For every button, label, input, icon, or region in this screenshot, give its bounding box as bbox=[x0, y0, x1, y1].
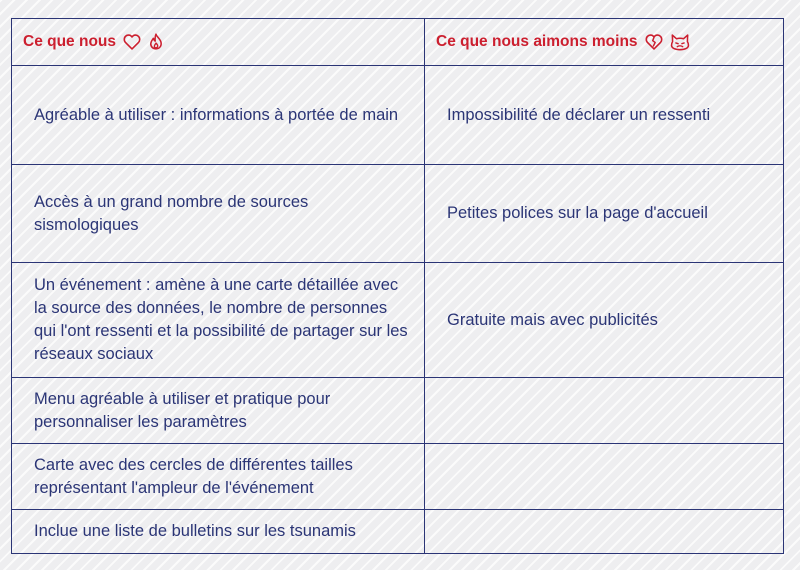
dislike-cell: Petites polices sur la page d'accueil bbox=[425, 165, 784, 263]
like-cell: Agréable à utiliser : informations à portée de main bbox=[12, 66, 425, 165]
header-row bbox=[12, 19, 784, 66]
pros-cons-table-wrapper bbox=[11, 18, 783, 554]
dislikes-header bbox=[425, 19, 784, 66]
dislike-cell bbox=[425, 510, 784, 554]
like-cell: Un événement : amène à une carte détaillée avec la source des données, le nombre de personnes qui l'ont ressenti et la possibilité de partager sur les réseaux sociaux bbox=[12, 263, 425, 378]
dislike-cell: Gratuite mais avec publicités bbox=[425, 263, 784, 378]
likes-header bbox=[12, 19, 425, 66]
broken-heart-icon bbox=[645, 34, 663, 50]
pros-cons-table bbox=[11, 18, 784, 554]
dislike-cell: Impossibilité de déclarer un ressenti bbox=[425, 66, 784, 165]
table-row bbox=[12, 263, 784, 378]
table-row bbox=[12, 510, 784, 554]
like-cell: Inclue une liste de bulletins sur les tsunamis bbox=[12, 510, 425, 554]
likes-header-label: Ce que nous bbox=[23, 32, 117, 50]
cat-face-icon bbox=[670, 33, 690, 51]
table-row bbox=[12, 378, 784, 444]
heart-outline-icon bbox=[123, 34, 141, 50]
dislikes-header-label: Ce que nous aimons moins bbox=[436, 32, 638, 50]
dislike-cell bbox=[425, 378, 784, 444]
table-row bbox=[12, 444, 784, 510]
dislike-cell bbox=[425, 444, 784, 510]
like-cell: Accès à un grand nombre de sources sismologiques bbox=[12, 165, 425, 263]
like-cell: Carte avec des cercles de différentes tailles représentant l'ampleur de l'événement bbox=[12, 444, 425, 510]
table-row bbox=[12, 66, 784, 165]
like-cell: Menu agréable à utiliser et pratique pour personnaliser les paramètres bbox=[12, 378, 425, 444]
fire-icon bbox=[149, 33, 163, 50]
table-row bbox=[12, 165, 784, 263]
